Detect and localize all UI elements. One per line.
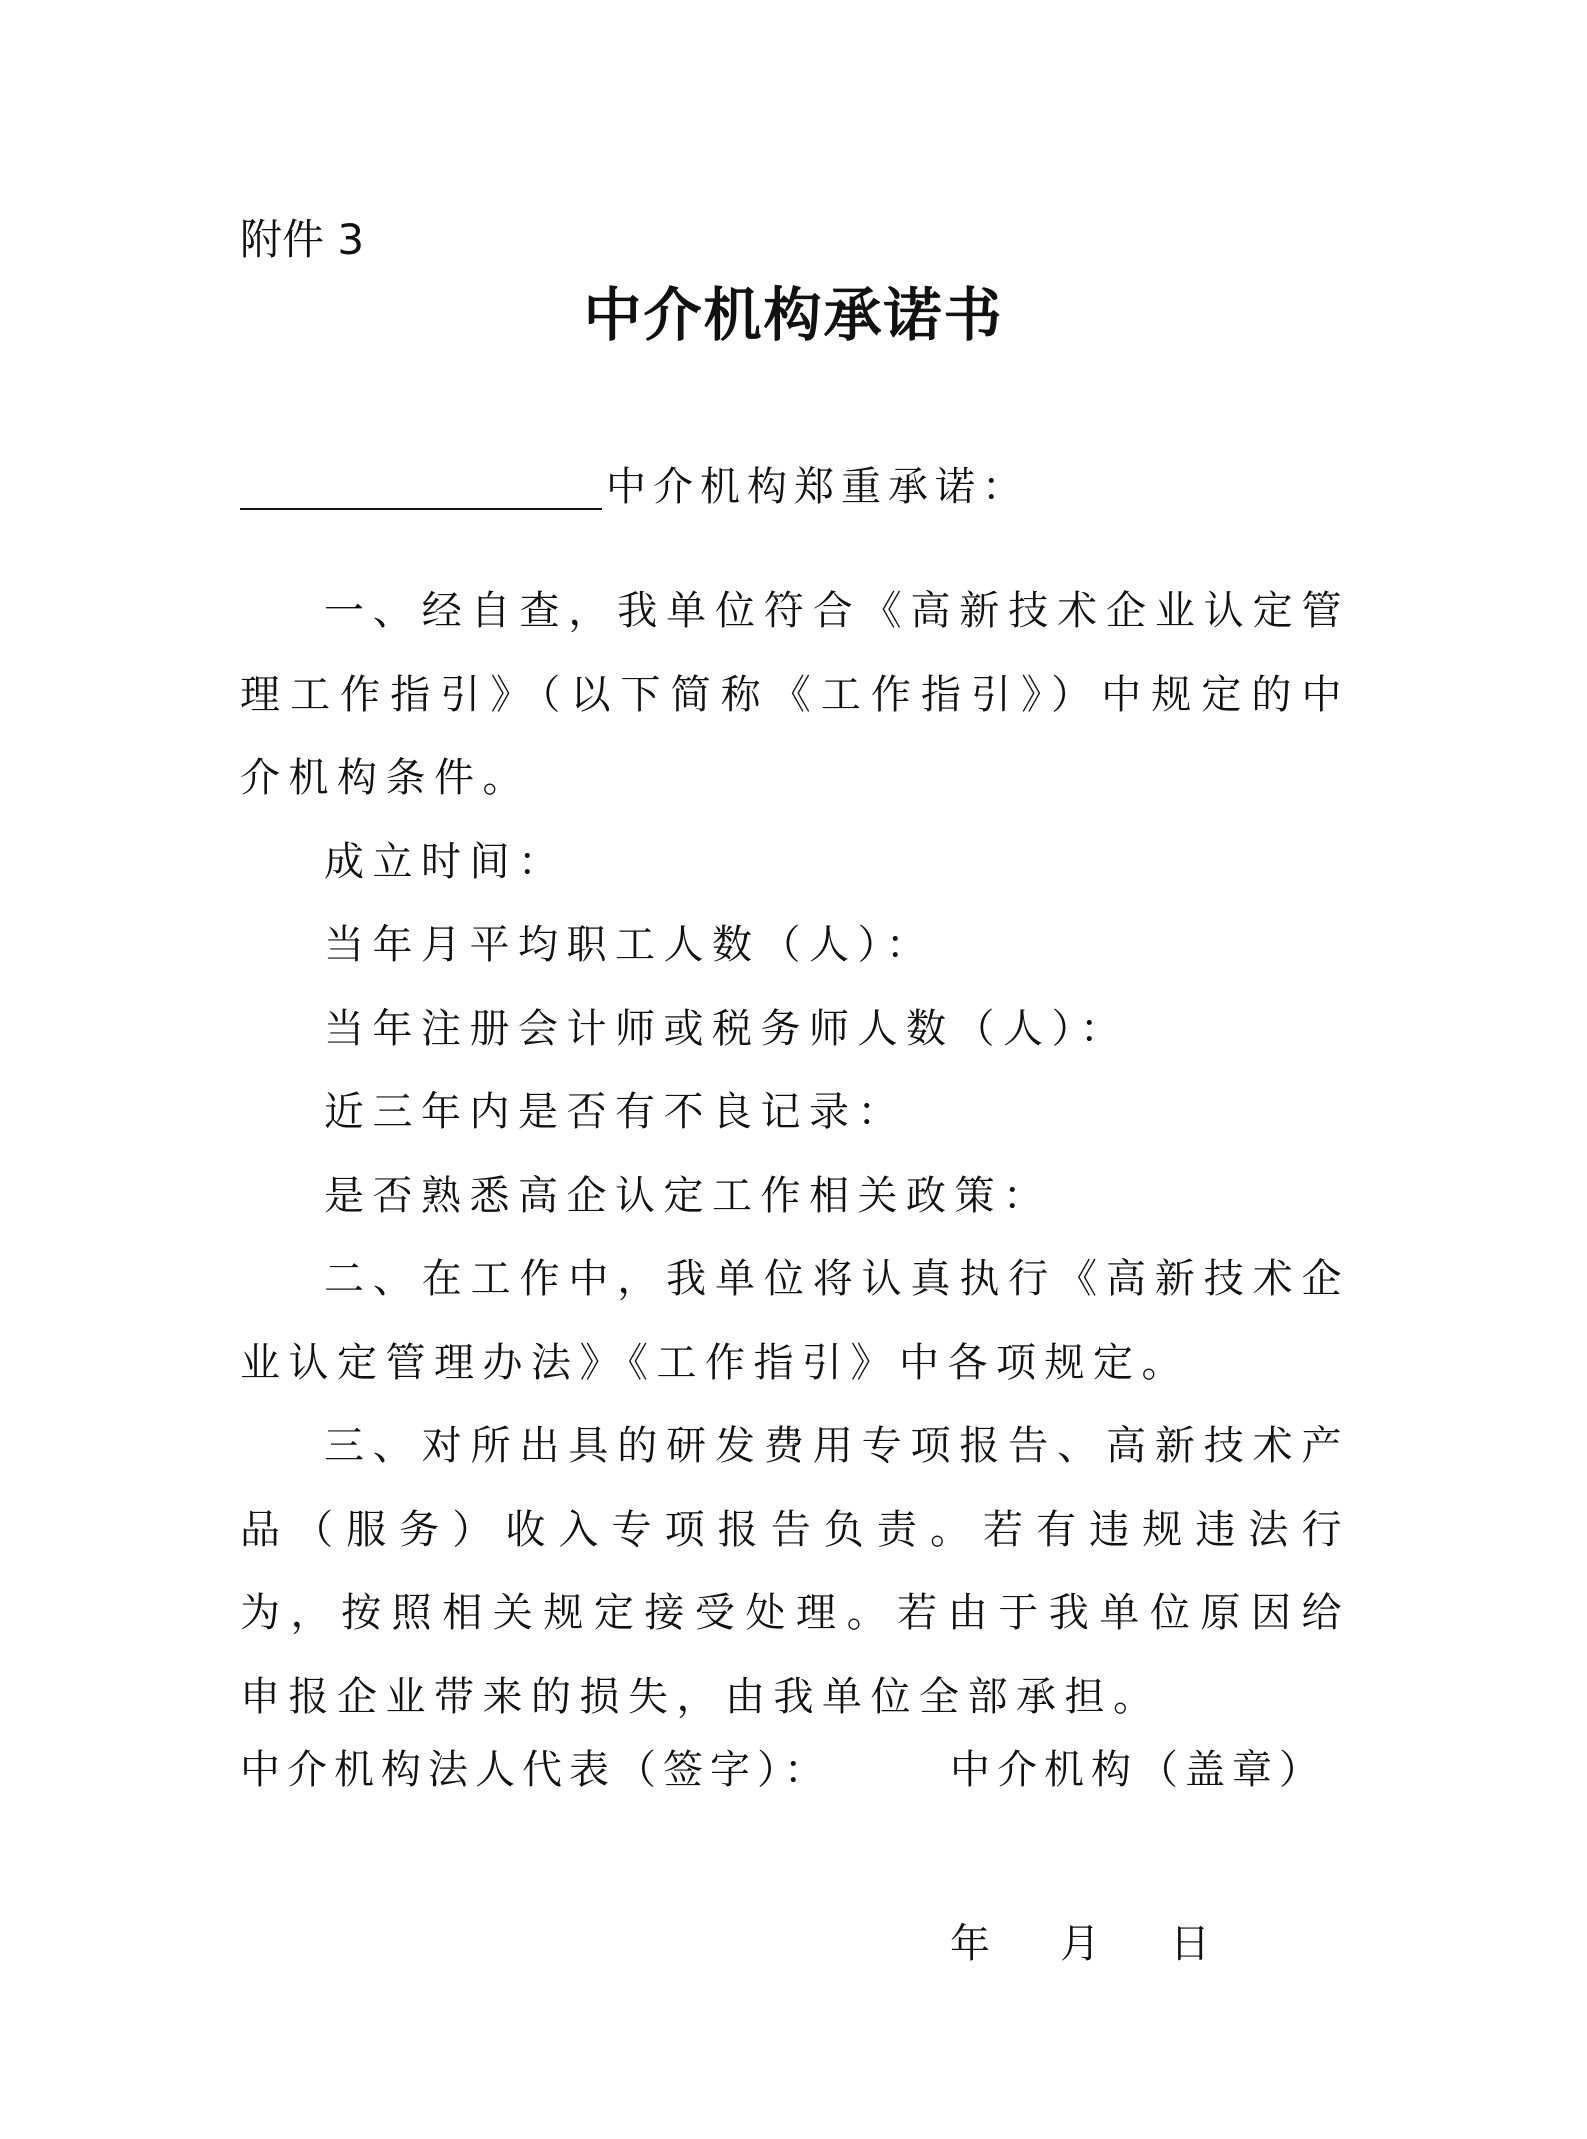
field-avg-employees: 当年月平均职工人数（人）： <box>324 922 935 968</box>
intro-line <box>240 452 1029 512</box>
paragraph-qualification: 一、经自查，我单位符合《高新技术企业认定管理工作指引》（以下简称《工作指引》）中规定的中介机构条件。 <box>240 588 1350 801</box>
paragraph-responsibility: 三、对所出具的研发费用专项报告、高新技术产品（服务）收入专项报告负责。若有违规违法行为，按照相关规定接受处理。若由于我单位原因给申报企业带来的损失，由我单位全部承担。 <box>240 1423 1350 1720</box>
attachment-label: 附件 3 <box>240 215 365 264</box>
field-cpa-count: 当年注册会计师或税务师人数（人）： <box>324 1005 1129 1052</box>
date-day: 日 <box>1170 1921 1210 1967</box>
agency-name-blank[interactable] <box>240 508 602 510</box>
document-title: 中介机构承诺书 <box>583 281 1004 349</box>
intro-text: 中介机构郑重承诺： <box>606 464 1029 510</box>
field-established-time: 成立时间： <box>324 838 567 885</box>
agency-seal-label: 中介机构（盖章） <box>950 1747 1326 1793</box>
date-year: 年 <box>950 1921 990 1967</box>
date-month: 月 <box>1060 1921 1100 1967</box>
date-row <box>950 1912 1210 1969</box>
field-policy-familiarity: 是否熟悉高企认定工作相关政策： <box>324 1172 1052 1219</box>
legal-rep-signature-label: 中介机构法人代表（签字）： <box>240 1747 831 1793</box>
field-bad-record: 近三年内是否有不良记录： <box>324 1089 906 1135</box>
paragraph-compliance: 二、在工作中，我单位将认真执行《高新技术企业认定管理办法》《工作指引》中各项规定。 <box>240 1256 1350 1386</box>
commitment-body <box>240 570 1350 1739</box>
signature-row <box>240 1738 1350 1798</box>
